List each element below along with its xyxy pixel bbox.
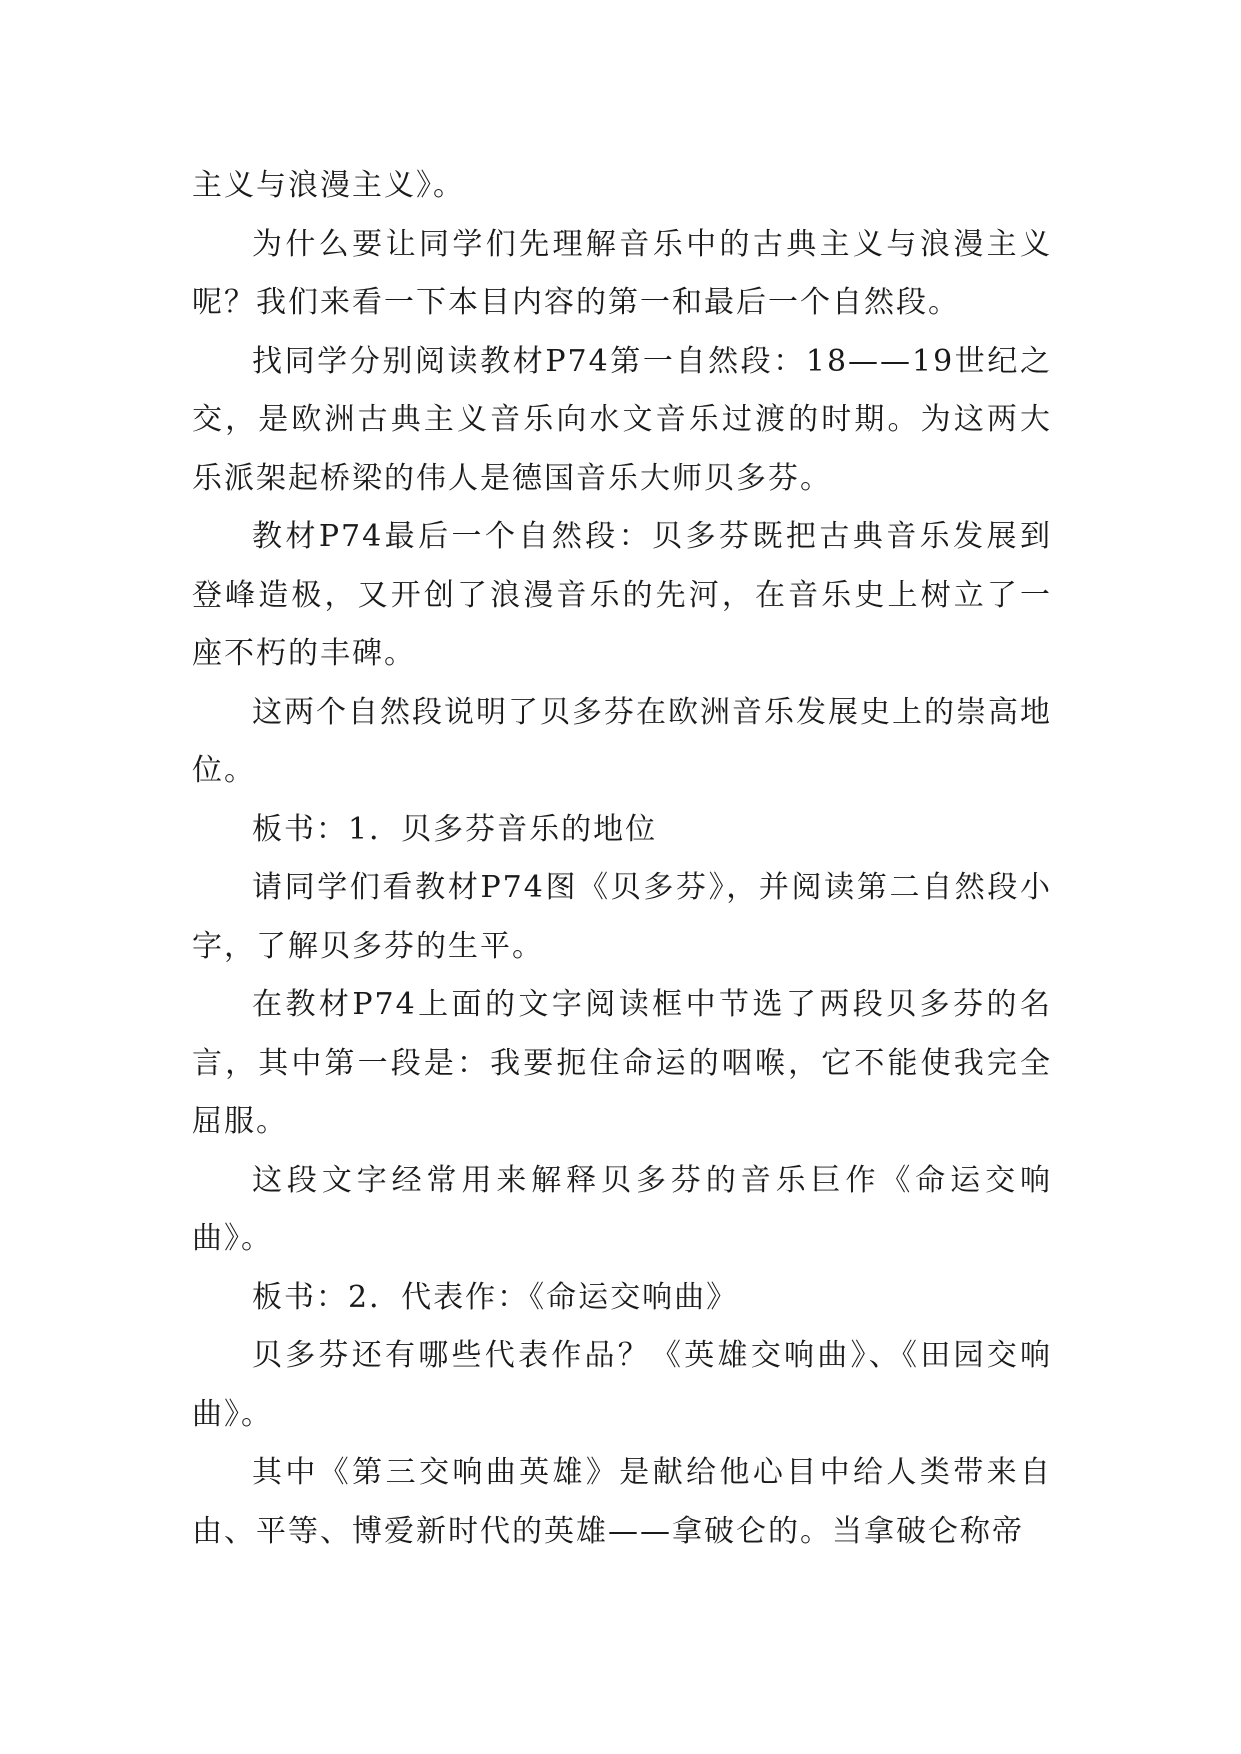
- board-note-2: 板书：2．代表作：《命运交响曲》: [252, 1279, 739, 1315]
- paragraph-7: 请同学们看教材P74图《贝多芬》，并阅读第二自然段小字，了解贝多芬的生平。: [192, 870, 1052, 964]
- paragraph-5: 这两个自然段说明了贝多芬在欧洲音乐发展史上的崇高地位。: [192, 694, 1052, 788]
- board-note-1: 板书：1．贝多芬音乐的地位: [252, 811, 658, 847]
- paragraph-12: 其中《第三交响曲英雄》是献给他心目中给人类带来自由、平等、博爱新时代的英雄——拿破仑的。当拿破仑称帝: [192, 1455, 1052, 1549]
- paragraph-8: 在教材P74上面的文字阅读框中节选了两段贝多芬的名言，其中第一段是：我要扼住命运的咽喉，它不能使我完全屈服。: [192, 987, 1052, 1139]
- paragraph-2: 为什么要让同学们先理解音乐中的古典主义与浪漫主义呢？我们来看一下本目内容的第一和最后一个自然段。: [192, 226, 1052, 320]
- paragraph-11: 贝多芬还有哪些代表作品？《英雄交响曲》、《田园交响曲》。: [192, 1338, 1052, 1432]
- document-body: [192, 157, 1052, 1561]
- paragraph-4: 教材P74最后一个自然段：贝多芬既把古典音乐发展到登峰造极，又开创了浪漫音乐的先河，在音乐史上树立了一座不朽的丰碑。: [192, 519, 1052, 671]
- paragraph-1: 主义与浪漫主义》。: [192, 168, 465, 203]
- paragraph-3: 找同学分别阅读教材P74第一自然段：18——19世纪之交，是欧洲古典主义音乐向水文音乐过渡的时期。为这两大乐派架起桥梁的伟人是德国音乐大师贝多芬。: [192, 343, 1052, 496]
- paragraph-9: 这段文字经常用来解释贝多芬的音乐巨作《命运交响曲》。: [192, 1162, 1052, 1256]
